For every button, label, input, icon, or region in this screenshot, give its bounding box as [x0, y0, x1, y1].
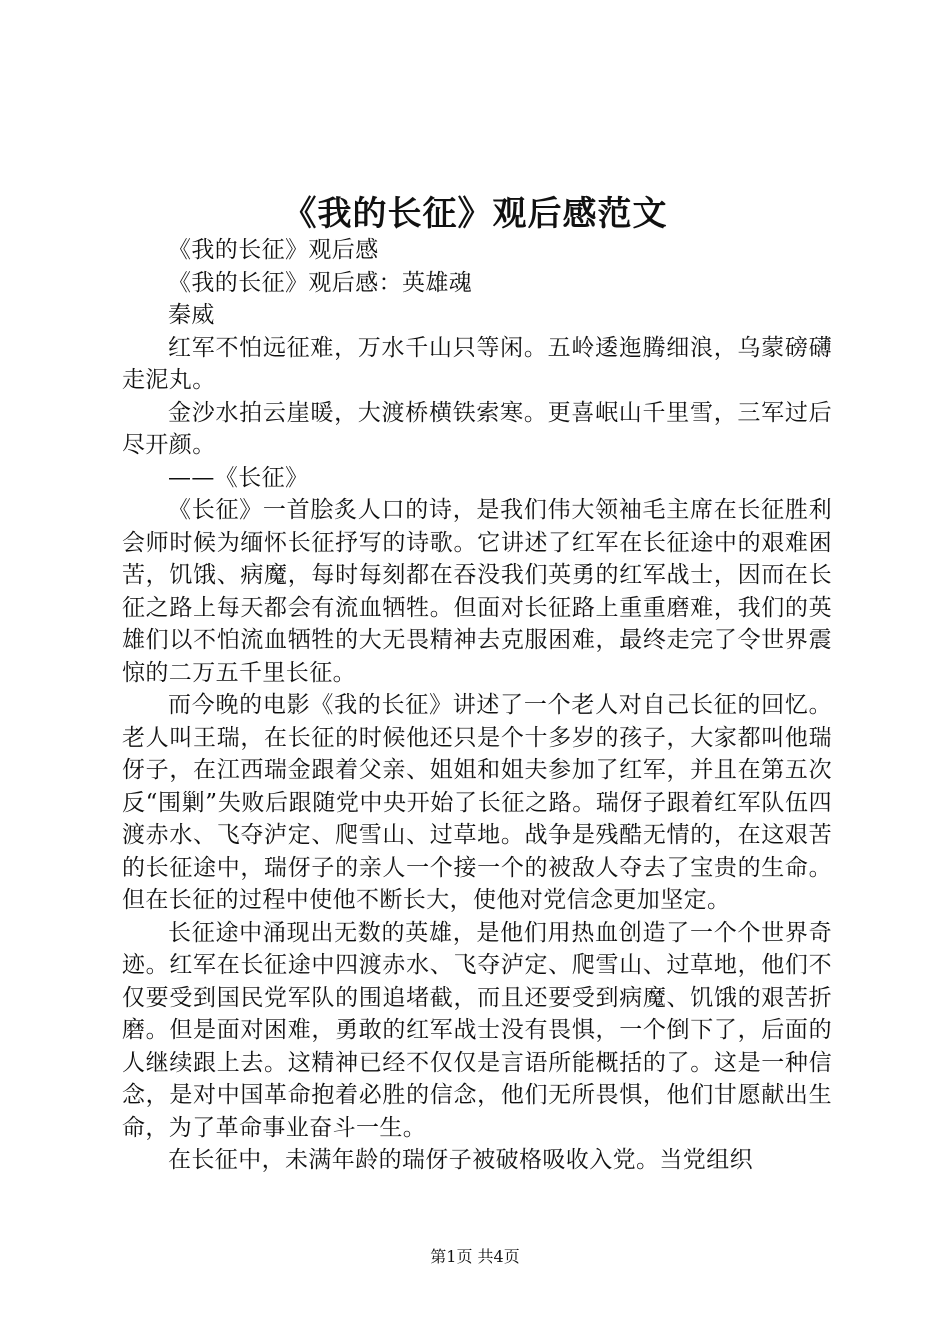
- paragraph: 而今晚的电影《我的长征》讲述了一个老人对自己长征的回忆。老人叫王瑞，在长征的时候他还只是个十多岁的孩子，大家都叫他瑞伢子，在江西瑞金跟着父亲、姐姐和姐夫参加了红军，并且在第五次反“围剿”失败后跟随党中央开始了长征之路。瑞伢子跟着红军队伍四渡赤水、飞夺泸定、爬雪山、过草地。战争是残酷无情的，在这艰苦的长征途中，瑞伢子的亲人一个接一个的被敌人夺去了宝贵的生命。但在长征的过程中使他不断长大，使他对党信念更加坚定。: [122, 692, 832, 913]
- document-body: [122, 234, 832, 1177]
- poem-attribution: ——《长征》: [168, 464, 309, 491]
- paragraph: 《我的长征》观后感: [168, 237, 379, 263]
- paragraph: 在长征中，未满年龄的瑞伢子被破格吸收入党。当党组织: [168, 1147, 753, 1173]
- paragraph: 《长征》一首脍炙人口的诗，是我们伟大领袖毛主席在长征胜利会师时候为缅怀长征抒写的诗歌。它讲述了红军在长征途中的艰难困苦，饥饿、病魔，每时每刻都在吞没我们英勇的红军战士，因而在长征之路上每天都会有流血牺牲。但面对长征路上重重磨难，我们的英雄们以不怕流血牺牲的大无畏精神去克服困难，最终走完了令世界震惊的二万五千里长征。: [122, 497, 832, 686]
- paragraph: 长征途中涌现出无数的英雄，是他们用热血创造了一个个世界奇迹。红军在长征途中四渡赤水、飞夺泸定、爬雪山、过草地，他们不仅要受到国民党军队的围追堵截，而且还要受到病魔、饥饿的艰苦折磨。但是面对困难，勇敢的红军战士没有畏惧，一个倒下了，后面的人继续跟上去。这精神已经不仅仅是言语所能概括的了。这是一种信念，是对中国革命抱着必胜的信念，他们无所畏惧，他们甘愿献出生命，为了革命事业奋斗一生。: [122, 919, 832, 1141]
- page-footer: 第1页 共4页: [430, 1247, 520, 1266]
- poem-line: 红军不怕远征难，万水千山只等闲。五岭逶迤腾细浪，乌蒙磅礴走泥丸。: [122, 334, 832, 393]
- poem-line: 金沙水拍云崖暖，大渡桥横铁索寒。更喜岷山千里雪，三军过后尽开颜。: [122, 399, 832, 458]
- paragraph: 《我的长征》观后感：英雄魂: [168, 269, 473, 296]
- author-line: 秦威: [168, 302, 215, 328]
- document-title: 《我的长征》观后感范文: [282, 194, 668, 234]
